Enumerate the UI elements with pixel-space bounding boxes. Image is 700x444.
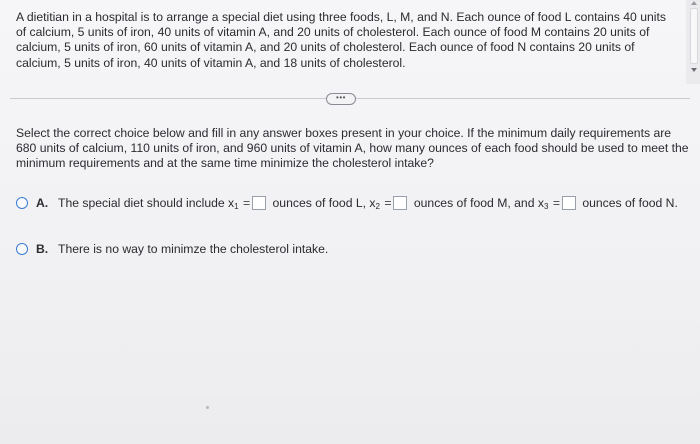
x3-subscript: 3 [543,202,549,211]
choice-a-prefix: The special diet should include x [58,196,235,210]
choice-a-part-l: ounces of food L, x [272,196,376,210]
choice-b-letter: B. [36,242,49,256]
equals-sign: = [243,196,251,210]
choice-b-radio[interactable] [16,243,28,255]
expand-more-button[interactable]: ••• [326,93,356,105]
choice-a-part-n: ounces of food N. [582,196,678,210]
choice-a-radio[interactable] [16,197,28,209]
x3-answer-box[interactable] [562,196,576,210]
problem-statement: A dietitian in a hospital is to arrange a special diet using three foods, L, M, and N. Each ounce of food L contains 40 units of calcium, 5 units of iron, 40 units of vitamin A, and 20 units of cholesterol. Each ounce of food M contains 20 units of calcium, 5 units of iron, 60 units of vitamin A, and 20 units of cholesterol. Each ounce of food N contains 20 units of calcium, 5 units of iron, 40 units of vitamin A, and 18 units of cholesterol. [16,10,666,70]
equals-sign: = [552,196,560,210]
x1-answer-box[interactable] [252,196,266,210]
choice-a-part-m: ounces of food M, and x [413,196,544,210]
choice-a-letter: A. [36,196,49,210]
x2-subscript: 2 [375,202,380,211]
choice-b-text: There is no way to minimze the cholesterol intake. [58,242,329,256]
choice-a-text [58,192,688,218]
scrollbar[interactable] [686,0,700,84]
x2-answer-box[interactable] [393,196,407,210]
scrollbar-thumb[interactable] [690,8,698,64]
question-prompt: Select the correct choice below and fill in any answer boxes present in your choice. If the minimum daily requirements are 680 units of calcium, 110 units of iron, and 960 units of vitamin A, how many ounces of each food should be used to meet the minimum requirements and at the same time minimize the cholesterol intake? [16,126,689,171]
stray-dot [206,406,209,409]
equals-sign: = [384,196,392,210]
scroll-up-arrow-icon[interactable] [691,1,697,5]
scroll-down-arrow-icon[interactable] [691,68,697,72]
x1-subscript: 1 [234,202,239,211]
